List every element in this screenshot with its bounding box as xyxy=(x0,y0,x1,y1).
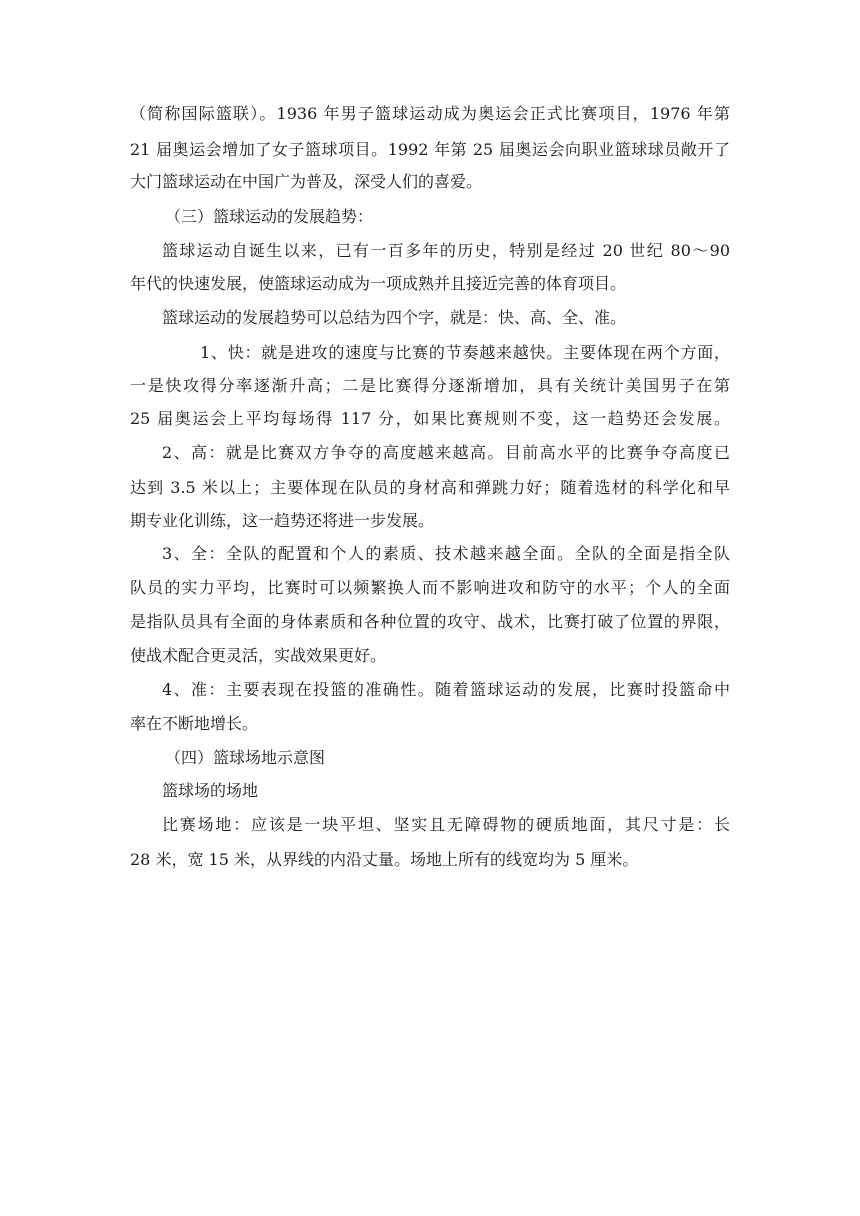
paragraph-line: 篮球运动的发展趋势可以总结为四个字，就是：快、高、全、准。 xyxy=(162,308,627,327)
paragraph-line: 年代的快速发展，使篮球运动成为一项成熟并且接近完善的体育项目。 xyxy=(130,274,627,293)
list-item-complete: 3、全：全队的配置和个人的素质、技术越来越全面。全队的全面是指全队 xyxy=(162,544,730,563)
list-item-accurate: 4、准：主要表现在投篮的准确性。随着篮球运动的发展，比赛时投篮命中 xyxy=(162,680,730,699)
paragraph-line: 篮球运动自诞生以来，已有一百多年的历史，特别是经过 20 世纪 80～90 xyxy=(162,241,730,260)
paragraph-line: 使战术配合更灵活，实战效果更好。 xyxy=(130,646,387,665)
paragraph-line: 是指队员具有全面的身体素质和各种位置的攻守、战术，比赛打破了位置的界限， xyxy=(130,612,730,631)
list-item-high: 2、高：就是比赛双方争夺的高度越来越高。目前高水平的比赛争夺高度已 xyxy=(162,443,730,462)
paragraph-line: 比赛场地：应该是一块平坦、坚实且无障碍物的硬质地面，其尺寸是：长 xyxy=(162,815,730,834)
subheading-court: 篮球场的场地 xyxy=(162,781,259,800)
paragraph-line: 率在不断地增长。 xyxy=(130,714,259,733)
section-heading-3: （三）篮球运动的发展趋势： xyxy=(165,207,374,226)
paragraph-line: （简称国际篮联）。1936 年男子篮球运动成为奥运会正式比赛项目，1976 年第 xyxy=(130,104,730,123)
paragraph-line: 25 届奥运会上平均每场得 117 分，如果比赛规则不变，这一趋势还会发展。 xyxy=(130,409,730,428)
paragraph-line: 一是快攻得分率逐渐升高；二是比赛得分逐渐增加，具有关统计美国男子在第 xyxy=(130,376,730,395)
paragraph-line: 21 届奥运会增加了女子篮球项目。1992 年第 25 届奥运会向职业篮球球员敞开了 xyxy=(130,140,730,159)
section-heading-4: （四）篮球场地示意图 xyxy=(165,748,326,767)
paragraph-line: 28 米，宽 15 米，从界线的内沿丈量。场地上所有的线宽均为 5 厘米。 xyxy=(130,850,639,869)
list-item-fast: 1、快：就是进攻的速度与比赛的节奏越来越快。主要体现在两个方面， xyxy=(200,343,730,362)
paragraph-line: 期专业化训练，这一趋势还将进一步发展。 xyxy=(130,511,435,530)
paragraph-line: 达到 3.5 米以上；主要体现在队员的身材高和弹跳力好；随着选材的科学化和早 xyxy=(130,478,730,497)
paragraph-line: 队员的实力平均，比赛时可以频繁换人而不影响进攻和防守的水平；个人的全面 xyxy=(130,578,730,597)
paragraph-line: 大门篮球运动在中国广为普及，深受人们的喜爱。 xyxy=(130,172,483,191)
